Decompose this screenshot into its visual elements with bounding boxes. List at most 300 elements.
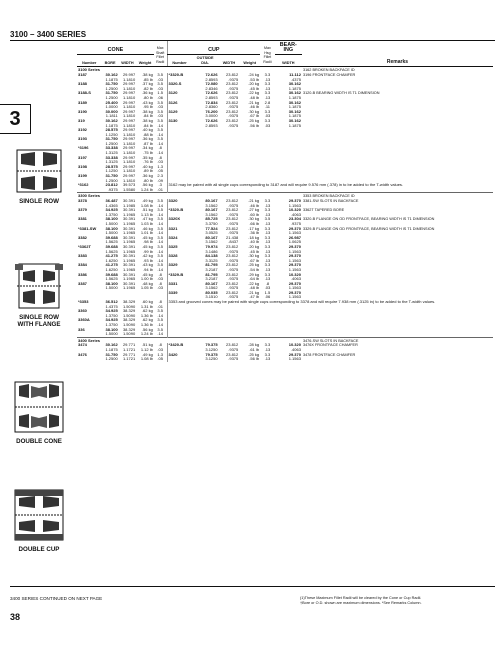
shaft-radius-inch: .14 (157, 322, 163, 328)
cup-weight-inch: .47 lb (249, 294, 260, 300)
cup-weight-inch: .46 lb (249, 104, 260, 110)
bearing-width-value: 30.162 (288, 117, 301, 123)
outside-dia-value: 72.080 (205, 81, 218, 87)
shaft-radius-inch: .03 (157, 159, 163, 165)
cone-number-value: 3474 (78, 342, 87, 348)
housing-radius-inch: .13 (264, 347, 271, 352)
remarks-header: Remarks (302, 41, 493, 67)
cone-width-inch: 1.1721 (122, 347, 136, 352)
cup-weight-inch: .61 lb (249, 347, 260, 352)
cup-weight-header: Weight (239, 55, 260, 67)
housing-radius (260, 137, 275, 146)
cup-weight-inch: .56 lb (249, 356, 260, 362)
series-label: 3100 Series (77, 67, 302, 73)
outside-dia (192, 328, 219, 338)
shaft-radius-value: 3.5 (157, 253, 163, 259)
cone-number-value: 3382 (78, 234, 87, 240)
cone-weight-inch: .85 lb (143, 76, 153, 82)
bore-inch: .9375 (107, 186, 118, 192)
bearing-width (275, 137, 302, 146)
outside-dia-inch: 2.8593 (205, 76, 218, 82)
cup-width-inch: .9375 (228, 276, 239, 282)
table-row (77, 217, 493, 226)
housing-radius-value: 2.8 (264, 99, 271, 105)
shaft-radius-value: 1.3 (157, 351, 163, 357)
housing-radius-value: 3.3 (264, 90, 271, 96)
shaft-radius-inch: .01 (157, 186, 163, 192)
cone-weight-inch: .95 lb (143, 104, 153, 110)
cup-width-value: 23.812 (226, 243, 239, 249)
bearing-width (275, 146, 302, 155)
outside-dia-inch: 3.1562 (205, 285, 218, 291)
housing-radius-value: .8 (265, 280, 270, 286)
cone-number-value: 3360 (78, 308, 87, 314)
cone-weight-value: .49 kg (141, 198, 153, 203)
housing-radius-value: 3.5 (264, 216, 271, 222)
cup-weight-value: .25 kg (248, 351, 260, 357)
cup-width-inch: .9375 (228, 347, 239, 352)
cup-number (167, 165, 192, 174)
cone-width-value: 29.997 (122, 163, 136, 169)
cone-width-inch: 1.1965 (122, 220, 136, 226)
bearing-width (275, 328, 302, 338)
cup-weight-value: .20 kg (248, 243, 260, 249)
outside-dia-value: 80.167 (205, 198, 218, 203)
cup-number-value: 3331 (168, 280, 178, 286)
shaft-radius-value: 3.5 (157, 262, 163, 268)
cup-width-value: 23.812 (226, 108, 239, 114)
cup-width-inch: .9375 (228, 230, 239, 236)
figure-label: DOUBLE CONE (16, 438, 62, 445)
bearing-width-header: WIDTH (275, 55, 302, 67)
cone-weight-value: .42 kg (141, 253, 153, 259)
cone-width-inch: 1.1965 (122, 276, 136, 282)
cup-width (219, 353, 240, 362)
remark (302, 146, 493, 155)
shaft-radius-inch: .03 (157, 113, 163, 119)
shaft-radius-inch: .14 (157, 312, 163, 318)
cup-weight-value: .27 kg (248, 207, 260, 213)
bore-inch: 1.1811 (105, 113, 118, 119)
cone-width-inch: 1.1810 (122, 140, 136, 146)
cone-width-value: 30.391 (122, 216, 136, 222)
page-number: 38 (10, 612, 21, 622)
cone-weight-value: .56 kg (141, 182, 153, 188)
bearing-width-inch: 1.1875 (288, 85, 301, 91)
bore-value: 38.100 (105, 225, 118, 231)
bearing-width-value: 29.370 (288, 280, 301, 286)
cup-weight-value: .30 kg (248, 253, 260, 259)
outside-dia (192, 146, 219, 155)
cone-width-inch: 1.1810 (122, 113, 136, 119)
shaft-radius-inch: .03 (157, 104, 163, 110)
bore-value: 39.688 (105, 234, 118, 240)
outside-dia (192, 165, 219, 174)
shaft-radius-inch: .14 (157, 131, 163, 137)
table-row (77, 128, 493, 137)
bearing-width-inch: 1.1875 (288, 94, 301, 100)
housing-radius (260, 318, 275, 327)
bore-value: 31.750 (105, 136, 118, 142)
housing-radius-value: 3.3 (264, 253, 271, 259)
bore (101, 353, 118, 362)
table-row (77, 101, 493, 110)
cone-weight-value: .40 kg (141, 127, 153, 133)
remark (302, 156, 493, 165)
bore-value: 28.575 (105, 163, 118, 169)
cone-weight-value: .36 kg (141, 136, 153, 142)
cup-number-header: Number (167, 55, 192, 67)
shaft-radius-value: .8 (158, 154, 162, 160)
cup-weight-value: .21 kg (248, 289, 260, 295)
cup-width-value: 23.812 (226, 198, 239, 203)
outside-dia-inch: 3.1510 (205, 294, 218, 300)
cone-width (119, 328, 136, 338)
table-row (77, 146, 493, 155)
housing-radius-value: 3.3 (264, 342, 271, 348)
cup-number-value: 3126 (168, 99, 178, 105)
cup-number (167, 318, 192, 327)
cup-width (219, 328, 240, 338)
table-row (77, 328, 493, 338)
outside-dia-value: 72.626 (205, 90, 218, 96)
cone-width-inch: 1.1965 (122, 266, 136, 272)
cone-number-value: *3353 (78, 299, 89, 305)
bore-value: 31.750 (105, 81, 118, 87)
outside-dia-value: 80.035 (205, 289, 218, 295)
cone-header: CONE (77, 41, 154, 55)
bearing-width-inch: .9375 (290, 220, 301, 226)
cone-weight-value: .36 kg (141, 173, 153, 179)
cone-weight-inch: 1.13 lb (140, 211, 153, 217)
bore-value: 34.925 (105, 317, 118, 323)
cone-number-value: 3187 (78, 71, 87, 77)
housing-radius-inch: .13 (264, 85, 271, 91)
cup-width-value: 23.812 (226, 216, 239, 222)
cone-weight-inch: .84 lb (143, 122, 153, 128)
cup-width-inch: .9375 (228, 202, 239, 208)
cup-weight-inch: .40 lb (249, 239, 260, 245)
cone-weight-value: .37 kg (141, 81, 153, 87)
bore-inch: 1.4375 (105, 303, 118, 309)
housing-radius-inch: .13 (264, 266, 271, 272)
bore-value: 38.100 (105, 280, 118, 286)
cup-width-inch: .9375 (228, 104, 239, 110)
bore-inch: 1.3125 (105, 159, 118, 165)
outside-dia-inch: 3.1486 (205, 248, 218, 254)
bearing-width-inch: 1.0625 (288, 239, 301, 245)
cup-width-value: 23.812 (226, 262, 239, 268)
cup-width-value: 23.812 (226, 280, 239, 286)
cone-width-inch: 1.5090 (122, 303, 136, 309)
bearing-table (77, 40, 493, 362)
cone-weight-value: .49 kg (141, 351, 153, 357)
cone-weight-inch: 1.01 lb (140, 230, 153, 236)
housing-radius-inch: .13 (264, 211, 271, 217)
cup-width-inch: .9375 (228, 85, 239, 91)
table-row (77, 236, 493, 245)
bearing-width-inch: 1.1563 (288, 356, 301, 362)
cup-number-value: 3320 (168, 198, 178, 203)
outside-dia (192, 119, 219, 128)
table-row (77, 263, 493, 272)
cup-weight-inch: .66 lb (249, 220, 260, 226)
cup-weight-inch: .48 lb (249, 285, 260, 291)
cup-weight-inch: .67 lb (249, 113, 260, 119)
cone-number (77, 353, 101, 362)
bearing-width-value: 29.370 (288, 289, 301, 295)
bore-inch: 1.6250 (105, 257, 118, 263)
cone-width-value: 29.997 (122, 117, 136, 123)
cone-weight-inch: .94 lb (143, 266, 153, 272)
cup-weight (239, 128, 260, 137)
bearing-width-inch: 1.1875 (288, 104, 301, 110)
table-row (77, 254, 493, 263)
bearing-width-value: 26.987 (288, 234, 301, 240)
outside-dia-value: 72.626 (205, 71, 218, 77)
footnote-1: (1)These Maximum Fillet Radii will be cleared by the Cone or Cup Radii. (300, 596, 422, 600)
cup-weight-inch: .46 lb (249, 202, 260, 208)
cup-weight-value: .30 kg (248, 216, 260, 222)
cone-weight-inch: 1.12 lb (140, 347, 153, 352)
max-shaft-header: Max Shaft Fillet Radii (154, 41, 167, 67)
cone-width-value: 29.997 (122, 145, 136, 151)
cone-number-value: 3476 (78, 351, 87, 357)
table-row (77, 73, 493, 82)
cone-weight-inch: .93 lb (143, 257, 153, 263)
cup-width-value: 21.438 (226, 234, 239, 240)
shaft-radius-inch: .14 (157, 331, 163, 337)
table-row (77, 227, 493, 236)
remark: 3120-B BEARING WIDTH IS T1 DIMENSION (302, 91, 380, 96)
cup-width (219, 119, 240, 128)
cup-width-inch: .9375 (228, 94, 239, 100)
cone-width (119, 183, 136, 193)
cone-number (77, 328, 101, 338)
shaft-radius-inch: .03 (157, 276, 163, 282)
remark: 3476-SW SLOTS IN BACKFACE (302, 337, 493, 343)
cone-number-value: 3381 (78, 216, 87, 222)
shaft-radius-value: 3.5 (157, 207, 163, 213)
shaft-radius-inch: .06 (157, 94, 163, 100)
cup-width-value: 23.812 (226, 225, 239, 231)
shaft-radius-value: 3.5 (157, 225, 163, 231)
remark: 3320-B FLANGE ON OD FRONTFACE, BEARING WIDTH IS T1 DIMENSION (302, 217, 435, 222)
cone-number-value: 336 (78, 326, 85, 332)
housing-radius-value: 3.3 (264, 108, 271, 114)
bearing-width-value: 29.370 (288, 225, 301, 231)
remark: 3362T TAPERED BORE (302, 208, 345, 213)
cup-weight-value: .18 kg (248, 234, 260, 240)
shaft-radius-inch: .14 (157, 239, 163, 245)
cup-number-value: 3324 (168, 234, 178, 240)
bore-value: 41.275 (105, 253, 118, 259)
remark (302, 119, 493, 128)
cup-weight-value: .28 kg (248, 342, 260, 348)
cone-number-value: 319 (78, 117, 85, 123)
cone-width-value: 30.391 (122, 243, 136, 249)
cone-weight-value: .45 kg (141, 243, 153, 249)
shaft-radius-value: 3.5 (157, 234, 163, 240)
cone-width-value: 29.997 (122, 154, 136, 160)
outside-dia-inch: 3.0525 (205, 230, 218, 236)
cup-number (167, 128, 192, 137)
bearing-width-value: 10.320 (288, 271, 301, 277)
cone-number-value: *3162 (78, 182, 89, 188)
outside-dia-value: 76.200 (205, 108, 218, 114)
housing-radius-inch: .13 (264, 202, 271, 208)
shaft-radius (154, 353, 167, 362)
table-row (77, 343, 493, 352)
bearing-width-value: 10.320 (288, 342, 301, 348)
outside-dia-inch: 3.1562 (205, 202, 218, 208)
bore-value: 31.750 (105, 173, 118, 179)
cone-weight-inch: .88 lb (143, 131, 153, 137)
bore-value: 34.925 (105, 207, 118, 213)
cone-weight-inch: 1.36 lb (140, 322, 153, 328)
cup-width-inch: .9375 (228, 248, 239, 254)
cup-weight-value: .25 kg (248, 262, 260, 268)
remark (302, 282, 493, 291)
housing-radius-value: 3.3 (264, 198, 271, 203)
shaft-radius-inch: .09 (157, 177, 163, 183)
housing-radius-inch: .13 (264, 220, 271, 226)
cone-weight-value: .34 kg (141, 145, 153, 151)
table-row (77, 309, 493, 318)
bore-value: 31.750 (105, 90, 118, 96)
housing-radius-inch: .13 (264, 356, 271, 362)
cup-number-value: 3339 (168, 289, 178, 295)
shaft-radius-value: .8 (158, 280, 162, 286)
cone-weight-value: .35 kg (141, 154, 153, 160)
cone-weight-value: .47 kg (141, 216, 153, 222)
cone-number-value: 3360A (78, 317, 90, 323)
series-label: 3400 Series (77, 337, 302, 343)
cup-width-value: 23.812 (226, 289, 239, 295)
bore-value: 34.925 (105, 308, 118, 314)
housing-radius-inch: .13 (264, 94, 271, 100)
housing-radius-inch: .13 (264, 76, 271, 82)
housing-radius (260, 119, 275, 128)
outside-dia-value: 81.795 (205, 271, 218, 277)
outside-dia-value: 81.795 (205, 262, 218, 268)
cone-weight-value: .60 kg (141, 299, 153, 305)
cone-weight-inch: 1.24 lb (140, 186, 153, 192)
cup-width-value: 23.812 (226, 99, 239, 105)
cone-weight-header: Weight (136, 55, 154, 67)
cup-width (219, 128, 240, 137)
bearing-width (275, 309, 302, 318)
footnote-2: †Bore or O.D. shown are maximum dimensions. *See Remarks Column. (300, 600, 422, 605)
table-row (77, 199, 493, 208)
cone-width-inch: 1.1810 (122, 159, 136, 165)
bearing-width-inch: 1.1563 (288, 294, 301, 300)
housing-radius-value: 3.3 (264, 271, 271, 277)
bearing-width (275, 353, 302, 362)
cup-width (219, 156, 240, 165)
cone-number-value: 3379 (78, 207, 87, 213)
shaft-radius-inch: .14 (157, 266, 163, 272)
cup-number-value: 3329 (168, 262, 178, 268)
bearing-width-inch: .4063 (290, 276, 301, 282)
table-row (77, 156, 493, 165)
cup-weight-inch: .53 lb (249, 76, 260, 82)
shaft-radius-inch: .14 (157, 202, 163, 208)
housing-radius-inch: .03 (264, 285, 271, 291)
housing-radius-inch: .13 (264, 257, 271, 263)
cup-width-value: 23.812 (226, 81, 239, 87)
cup-weight-value: .25 kg (248, 117, 260, 123)
cup-number (167, 137, 192, 146)
cone-number-value: 3193 (78, 136, 87, 142)
cup-number (167, 353, 192, 362)
cone-weight-value: .38 kg (141, 117, 153, 123)
cone-number-value: *3196 (78, 145, 89, 151)
bearing-width-value: 30.162 (288, 99, 301, 105)
cup-weight (239, 146, 260, 155)
bearing-width (275, 165, 302, 174)
cone-weight (136, 282, 154, 291)
cone-weight-value: .43 kg (141, 262, 153, 268)
shaft-radius-inch: .05 (157, 168, 163, 174)
bore-value: 30.162 (105, 117, 118, 123)
series-label: 3300 Series (77, 193, 302, 199)
bore-header: BORE (101, 55, 118, 67)
shaft-radius-value: 2.3 (157, 173, 163, 179)
cup-number (167, 146, 192, 155)
outside-dia-value: 79.375 (205, 342, 218, 348)
cone-number-value: 3386 (78, 271, 87, 277)
shaft-radius-inch: .14 (157, 220, 163, 226)
cup-weight-inch: .45 lb (249, 85, 260, 91)
bore-inch: 1.5625 (105, 239, 118, 245)
housing-radius (260, 353, 275, 362)
cup-number-value: *3329-B (168, 271, 184, 277)
bore-inch: 1.3750 (105, 211, 118, 217)
remark (302, 318, 493, 327)
cup-weight (239, 137, 260, 146)
cup-width-value: 23.812 (226, 253, 239, 259)
cup-weight-inch: .45 lb (249, 248, 260, 254)
figure-label: DOUBLE CUP (18, 546, 60, 553)
bore-value: 30.162 (105, 71, 118, 77)
cone-width (119, 353, 136, 362)
cone-width-inch: 1.5580 (122, 186, 136, 192)
outside-dia-value: 80.167 (205, 207, 218, 213)
bore-inch: 1.2500 (105, 356, 118, 362)
bearing-width-value: 23.304 (288, 216, 301, 222)
cone-width-value: 39.573 (122, 182, 136, 188)
cone-weight-inch: 1.00 lb (140, 276, 153, 282)
cup-weight-inch: .54 lb (249, 266, 260, 272)
bore-value: 30.000 (105, 108, 118, 114)
cone-weight-value: .51 kg (141, 342, 153, 348)
table-row (77, 273, 493, 282)
cup-weight (239, 119, 260, 128)
housing-radius-inch: .11 (264, 104, 271, 110)
cup-width-inch: .9375 (228, 285, 239, 291)
cone-width-value: 38.329 (122, 308, 136, 314)
outside-dia-value: 79.375 (205, 351, 218, 357)
footnotes (300, 596, 495, 605)
cone-weight-inch: 1.31 lb (140, 303, 153, 309)
remark (302, 137, 493, 146)
shaft-radius (154, 328, 167, 338)
shaft-radius-inch: .14 (157, 230, 163, 236)
figure-double-cone (4, 378, 74, 445)
remark (302, 263, 493, 272)
shaft-radius-inch: .03 (157, 85, 163, 91)
